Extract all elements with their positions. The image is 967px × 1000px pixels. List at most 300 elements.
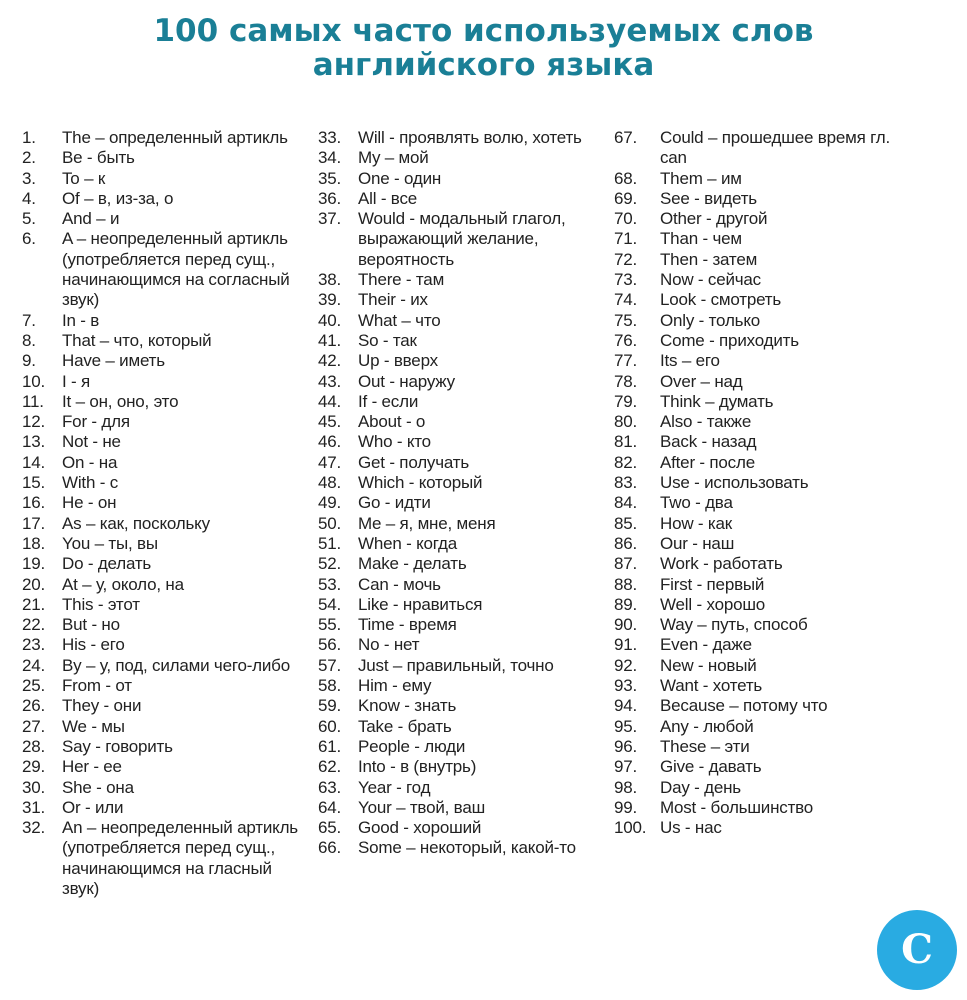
word-number: 13. xyxy=(22,432,46,452)
word-translation: Go - идти xyxy=(358,493,431,513)
word-number: 28. xyxy=(22,736,46,756)
word-number: 53. xyxy=(318,574,342,594)
word-item xyxy=(614,696,914,716)
word-item xyxy=(614,514,914,534)
word-number: 83. xyxy=(614,473,638,493)
word-item xyxy=(318,696,603,716)
word-number: 65. xyxy=(318,818,342,838)
word-translation: New - новый xyxy=(660,655,757,675)
word-translation: Your – твой, ваш xyxy=(358,797,486,817)
word-item xyxy=(22,615,307,635)
word-translation: Or - или xyxy=(62,797,124,817)
word-item xyxy=(318,656,603,676)
word-number: 54. xyxy=(318,594,342,614)
word-item xyxy=(614,534,914,554)
word-translation: Way – путь, способ xyxy=(660,615,808,635)
word-item xyxy=(614,392,914,412)
word-translation: Our - наш xyxy=(660,533,735,553)
word-number: 34. xyxy=(318,148,342,168)
word-item xyxy=(22,189,307,209)
word-translation: Two - два xyxy=(660,493,733,513)
word-translation: A – неопределенный артикль (употребляется перед сущ., начинающимся на согласный звук) xyxy=(62,229,290,310)
word-translation: Them – им xyxy=(660,168,742,188)
logo-badge xyxy=(877,910,957,990)
word-translation: Back - назад xyxy=(660,432,757,452)
word-translation: How - как xyxy=(660,513,733,533)
word-item xyxy=(614,676,914,696)
word-translation: Any - любой xyxy=(660,716,754,736)
word-number: 24. xyxy=(22,655,46,675)
word-item xyxy=(614,757,914,777)
word-number: 82. xyxy=(614,452,638,472)
word-item xyxy=(318,372,603,392)
word-translation: Work - работать xyxy=(660,554,783,574)
word-item xyxy=(318,635,603,655)
word-number: 14. xyxy=(22,452,46,472)
word-number: 11. xyxy=(22,391,44,411)
word-item xyxy=(22,737,307,757)
word-translation: Other - другой xyxy=(660,209,768,229)
word-translation: If - если xyxy=(358,391,419,411)
word-item xyxy=(614,209,914,229)
word-number: 33. xyxy=(318,128,342,147)
word-translation: First - первый xyxy=(660,574,765,594)
word-number: 71. xyxy=(614,229,638,249)
word-number: 91. xyxy=(614,635,638,655)
word-number: 75. xyxy=(614,310,638,330)
word-translation: Say - говорить xyxy=(62,736,173,756)
word-item xyxy=(22,818,307,899)
word-translation: Out - наружу xyxy=(358,371,455,391)
word-item xyxy=(22,717,307,737)
word-item xyxy=(318,392,603,412)
word-translation: The – определенный артикль xyxy=(62,128,288,147)
word-number: 45. xyxy=(318,412,342,432)
word-item xyxy=(318,595,603,615)
word-item xyxy=(318,169,603,189)
word-translation: Would - модальный глагол, выражающий желание, вероятность xyxy=(358,209,566,269)
word-item xyxy=(318,432,603,452)
word-translation: Only - только xyxy=(660,310,760,330)
word-translation: Now - сейчас xyxy=(660,270,761,290)
word-number: 23. xyxy=(22,635,46,655)
word-number: 86. xyxy=(614,533,638,553)
word-translation: Do - делать xyxy=(62,554,152,574)
word-translation: This - этот xyxy=(62,594,140,614)
word-translation: Most - большинство xyxy=(660,797,814,817)
word-translation: What – что xyxy=(358,310,441,330)
word-translation: Have – иметь xyxy=(62,351,165,371)
word-translation: He - он xyxy=(62,493,117,513)
word-number: 16. xyxy=(22,493,46,513)
word-translation: Also - также xyxy=(660,412,752,432)
word-item xyxy=(318,148,603,168)
word-item xyxy=(318,717,603,737)
word-item xyxy=(22,635,307,655)
word-item xyxy=(22,392,307,412)
word-item xyxy=(22,757,307,777)
word-translation: We - мы xyxy=(62,716,125,736)
word-number: 85. xyxy=(614,513,638,533)
word-translation: Can - мочь xyxy=(358,574,441,594)
word-item xyxy=(614,169,914,189)
word-item xyxy=(318,412,603,432)
word-item xyxy=(614,595,914,615)
word-translation: Me – я, мне, меня xyxy=(358,513,496,533)
word-item xyxy=(614,412,914,432)
word-number: 61. xyxy=(318,736,342,756)
word-number: 46. xyxy=(318,432,342,452)
word-number: 100. xyxy=(614,818,647,838)
word-translation: Just – правильный, точно xyxy=(358,655,554,675)
word-number: 80. xyxy=(614,412,638,432)
word-translation: Time - время xyxy=(358,615,457,635)
word-item xyxy=(318,331,603,351)
word-item xyxy=(318,534,603,554)
word-number: 31. xyxy=(22,797,46,817)
word-item xyxy=(614,331,914,351)
word-translation: My – мой xyxy=(358,148,429,168)
word-number: 98. xyxy=(614,777,638,797)
word-translation: They - они xyxy=(62,696,142,716)
word-item xyxy=(614,189,914,209)
word-item xyxy=(318,798,603,818)
word-translation: An – неопределенный артикль (употребляется перед сущ., начинающимся на гласный звук) xyxy=(62,818,298,898)
word-translation: Get - получать xyxy=(358,452,469,472)
word-item xyxy=(614,250,914,270)
word-number: 43. xyxy=(318,371,342,391)
word-item xyxy=(318,778,603,798)
word-number: 39. xyxy=(318,290,342,310)
word-translation: Look - смотреть xyxy=(660,290,782,310)
word-item xyxy=(318,615,603,635)
word-translation: These – эти xyxy=(660,736,750,756)
word-number: 22. xyxy=(22,615,46,635)
word-number: 18. xyxy=(22,533,46,553)
word-translation: Day - день xyxy=(660,777,741,797)
word-translation: Their - их xyxy=(358,290,428,310)
word-item xyxy=(614,818,914,838)
word-translation: But - но xyxy=(62,615,120,635)
word-number: 52. xyxy=(318,554,342,574)
word-column-2 xyxy=(318,128,603,859)
title-line-2: английского языка xyxy=(312,47,655,83)
word-item xyxy=(22,798,307,818)
word-translation: Than - чем xyxy=(660,229,742,249)
word-number: 5. xyxy=(22,209,36,229)
word-item xyxy=(318,128,603,148)
word-item xyxy=(614,128,914,169)
word-item xyxy=(22,331,307,351)
word-translation: Come - приходить xyxy=(660,330,799,350)
word-item xyxy=(614,311,914,331)
word-item xyxy=(614,493,914,513)
word-translation: Good - хороший xyxy=(358,818,482,838)
word-number: 41. xyxy=(318,330,342,350)
word-number: 66. xyxy=(318,838,342,858)
word-translation: About - о xyxy=(358,412,426,432)
word-translation: One - один xyxy=(358,168,442,188)
word-item xyxy=(318,575,603,595)
page-title xyxy=(0,14,967,82)
word-number: 6. xyxy=(22,229,36,249)
word-translation: See - видеть xyxy=(660,188,757,208)
word-item xyxy=(318,554,603,574)
word-translation: On - на xyxy=(62,452,118,472)
word-item xyxy=(614,615,914,635)
word-number: 89. xyxy=(614,594,638,614)
word-number: 90. xyxy=(614,615,638,635)
word-translation: For - для xyxy=(62,412,130,432)
word-item xyxy=(22,656,307,676)
word-translation: Take - брать xyxy=(358,716,452,736)
word-number: 73. xyxy=(614,270,638,290)
word-number: 26. xyxy=(22,696,46,716)
word-translation: That – что, который xyxy=(62,330,212,350)
word-number: 8. xyxy=(22,330,36,350)
word-number: 1. xyxy=(22,128,36,147)
title-line-1: 100 самых часто используемых слов xyxy=(153,13,814,49)
word-translation: From - от xyxy=(62,676,132,696)
word-number: 84. xyxy=(614,493,638,513)
word-number: 20. xyxy=(22,574,46,594)
word-number: 29. xyxy=(22,757,46,777)
word-translation: People - люди xyxy=(358,736,466,756)
word-translation: Over – над xyxy=(660,371,743,391)
word-item xyxy=(318,514,603,534)
word-number: 49. xyxy=(318,493,342,513)
word-item xyxy=(22,128,307,148)
word-translation: Be - быть xyxy=(62,148,135,168)
word-number: 50. xyxy=(318,513,342,533)
word-item xyxy=(318,209,603,270)
word-translation: Like - нравиться xyxy=(358,594,483,614)
word-number: 19. xyxy=(22,554,46,574)
word-item xyxy=(22,209,307,229)
word-number: 94. xyxy=(614,696,638,716)
word-item xyxy=(318,676,603,696)
word-item xyxy=(22,595,307,615)
word-number: 38. xyxy=(318,270,342,290)
word-item xyxy=(614,717,914,737)
word-translation: Up - вверх xyxy=(358,351,438,371)
word-number: 87. xyxy=(614,554,638,574)
word-number: 36. xyxy=(318,188,342,208)
word-number: 57. xyxy=(318,655,342,675)
word-translation: Him - ему xyxy=(358,676,432,696)
word-translation: And – и xyxy=(62,209,120,229)
word-translation: No - нет xyxy=(358,635,420,655)
word-number: 70. xyxy=(614,209,638,229)
word-translation: Its – его xyxy=(660,351,720,371)
word-item xyxy=(22,432,307,452)
word-translation: Of – в, из-за, о xyxy=(62,188,174,208)
word-item xyxy=(22,453,307,473)
word-item xyxy=(22,514,307,534)
word-translation: Who - кто xyxy=(358,432,431,452)
word-number: 68. xyxy=(614,168,638,188)
word-translation: Think – думать xyxy=(660,391,774,411)
word-number: 44. xyxy=(318,391,342,411)
word-item xyxy=(22,473,307,493)
word-number: 3. xyxy=(22,168,36,188)
word-number: 96. xyxy=(614,736,638,756)
word-number: 51. xyxy=(318,533,342,553)
word-item xyxy=(318,818,603,838)
word-number: 62. xyxy=(318,757,342,777)
word-item xyxy=(22,676,307,696)
word-item xyxy=(22,575,307,595)
word-translation: Her - ее xyxy=(62,757,122,777)
word-translation: To – к xyxy=(62,168,106,188)
word-number: 60. xyxy=(318,716,342,736)
word-translation: Into - в (внутрь) xyxy=(358,757,477,777)
word-translation: Then - затем xyxy=(660,249,758,269)
word-translation: Know - знать xyxy=(358,696,457,716)
word-number: 88. xyxy=(614,574,638,594)
word-translation: Well - хорошо xyxy=(660,594,766,614)
word-item xyxy=(614,473,914,493)
word-translation: Will - проявлять волю, хотеть xyxy=(358,128,582,147)
word-translation: Use - использовать xyxy=(660,473,809,493)
word-translation: Give - давать xyxy=(660,757,762,777)
word-item xyxy=(22,148,307,168)
word-item xyxy=(22,493,307,513)
word-number: 12. xyxy=(22,412,46,432)
word-number: 7. xyxy=(22,310,36,330)
word-item xyxy=(22,534,307,554)
word-number: 59. xyxy=(318,696,342,716)
word-translation: Not - не xyxy=(62,432,121,452)
word-number: 10. xyxy=(22,371,46,391)
word-translation: You – ты, вы xyxy=(62,533,158,553)
word-number: 56. xyxy=(318,635,342,655)
word-number: 4. xyxy=(22,188,36,208)
word-number: 74. xyxy=(614,290,638,310)
word-number: 42. xyxy=(318,351,342,371)
word-translation: She - она xyxy=(62,777,134,797)
word-item xyxy=(318,838,603,858)
word-number: 93. xyxy=(614,676,638,696)
word-item xyxy=(318,473,603,493)
word-item xyxy=(614,737,914,757)
word-number: 25. xyxy=(22,676,46,696)
word-column-1 xyxy=(22,128,307,899)
word-number: 55. xyxy=(318,615,342,635)
word-item xyxy=(318,290,603,310)
word-translation: By – у, под, силами чего-либо xyxy=(62,655,290,675)
word-number: 72. xyxy=(614,249,638,269)
word-item xyxy=(614,798,914,818)
word-translation: Even - даже xyxy=(660,635,752,655)
word-translation: Could – прошедшее время гл. can xyxy=(660,128,890,168)
word-translation: With - с xyxy=(62,473,119,493)
word-item xyxy=(614,575,914,595)
word-item xyxy=(614,656,914,676)
word-item xyxy=(318,453,603,473)
word-item xyxy=(22,372,307,392)
word-item xyxy=(22,696,307,716)
word-number: 48. xyxy=(318,473,342,493)
word-item xyxy=(22,351,307,371)
word-item xyxy=(614,229,914,249)
word-number: 27. xyxy=(22,716,46,736)
word-item xyxy=(22,169,307,189)
word-item xyxy=(614,635,914,655)
word-number: 95. xyxy=(614,716,638,736)
word-translation: Make - делать xyxy=(358,554,467,574)
word-number: 63. xyxy=(318,777,342,797)
word-translation: It – он, оно, это xyxy=(62,391,179,411)
word-number: 32. xyxy=(22,818,46,838)
word-number: 30. xyxy=(22,777,46,797)
word-item xyxy=(318,351,603,371)
word-translation: In - в xyxy=(62,310,100,330)
word-item xyxy=(614,351,914,371)
word-translation: As – как, поскольку xyxy=(62,513,210,533)
word-number: 76. xyxy=(614,330,638,350)
logo-letter: C xyxy=(901,926,933,973)
word-number: 92. xyxy=(614,655,638,675)
word-item xyxy=(614,432,914,452)
word-number: 97. xyxy=(614,757,638,777)
word-translation: At – у, около, на xyxy=(62,574,184,594)
word-item xyxy=(318,493,603,513)
word-item xyxy=(614,453,914,473)
word-number: 64. xyxy=(318,797,342,817)
word-number: 81. xyxy=(614,432,638,452)
word-item xyxy=(22,778,307,798)
word-number: 79. xyxy=(614,391,638,411)
word-translation: So - так xyxy=(358,330,417,350)
word-item xyxy=(318,270,603,290)
word-number: 67. xyxy=(614,128,638,147)
word-column-3 xyxy=(614,128,914,838)
word-translation: I - я xyxy=(62,371,91,391)
word-number: 58. xyxy=(318,676,342,696)
word-translation: Because – потому что xyxy=(660,696,828,716)
word-item xyxy=(318,757,603,777)
word-translation: When - когда xyxy=(358,533,458,553)
word-number: 99. xyxy=(614,797,638,817)
word-translation: Us - нас xyxy=(660,818,722,838)
word-number: 2. xyxy=(22,148,36,168)
word-number: 9. xyxy=(22,351,36,371)
word-item xyxy=(614,778,914,798)
word-number: 35. xyxy=(318,168,342,188)
word-translation: Which - который xyxy=(358,473,483,493)
word-number: 40. xyxy=(318,310,342,330)
word-translation: There - там xyxy=(358,270,445,290)
word-item xyxy=(318,189,603,209)
word-item xyxy=(22,229,307,310)
word-item xyxy=(22,311,307,331)
word-number: 69. xyxy=(614,188,638,208)
word-translation: Want - хотеть xyxy=(660,676,763,696)
word-item xyxy=(614,554,914,574)
word-item xyxy=(22,412,307,432)
word-item xyxy=(22,554,307,574)
word-item xyxy=(614,372,914,392)
word-translation: His - его xyxy=(62,635,125,655)
word-translation: After - после xyxy=(660,452,755,472)
word-number: 17. xyxy=(22,513,46,533)
word-number: 37. xyxy=(318,209,342,229)
word-number: 21. xyxy=(22,594,46,614)
word-number: 15. xyxy=(22,473,46,493)
word-number: 47. xyxy=(318,452,342,472)
word-number: 77. xyxy=(614,351,638,371)
